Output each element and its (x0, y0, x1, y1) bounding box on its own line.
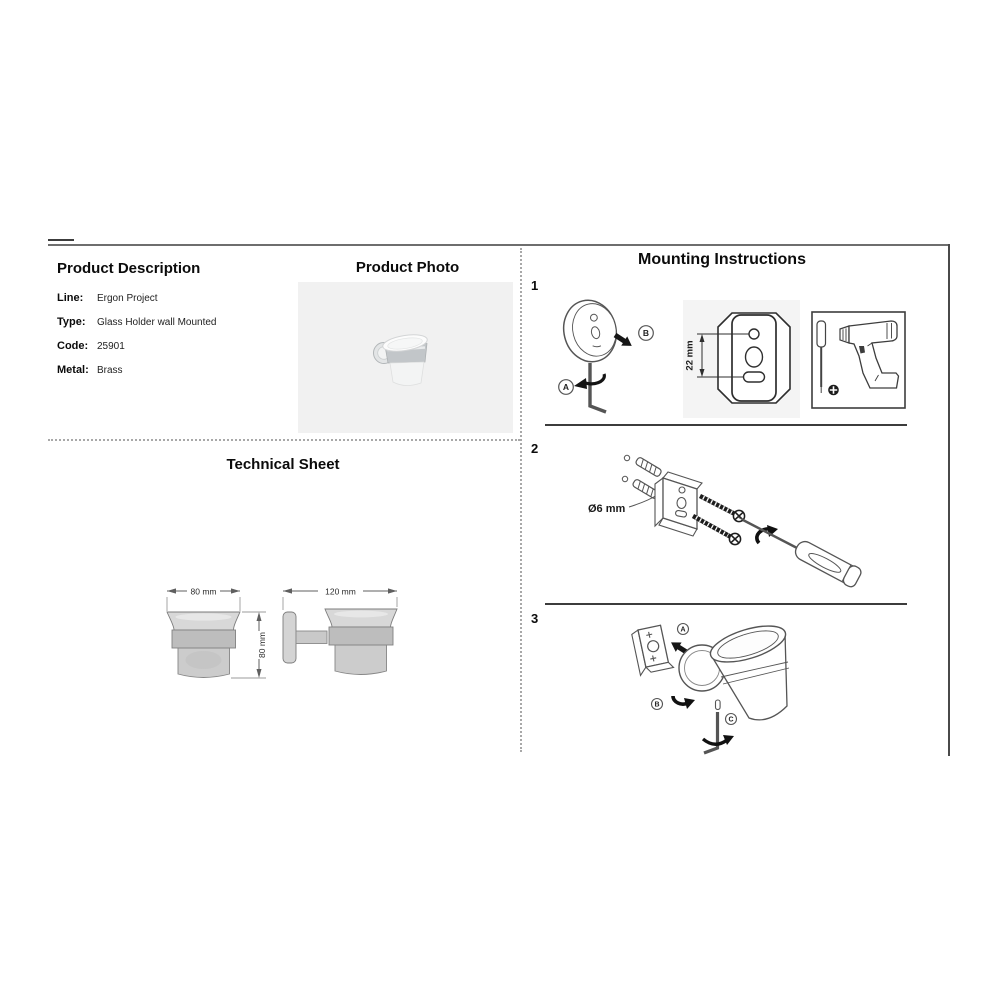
field-label: Line: (57, 292, 84, 304)
wall-plate-icon (631, 624, 674, 675)
hex-key-icon (590, 363, 606, 412)
tools-box (812, 312, 905, 408)
step-3-diagram (545, 608, 940, 758)
phillips-bit-icon (828, 385, 839, 396)
holder-band-front (172, 630, 236, 648)
step-3-label-b: B (654, 701, 660, 709)
rotation-arrow-icon (673, 696, 695, 709)
right-border-rule (948, 244, 950, 756)
step-3-number: 3 (531, 611, 539, 626)
field-value: Glass Holder wall Mounted (97, 317, 217, 328)
drilling-template-icon (683, 300, 800, 418)
template-hole-spacing-dimension: 22 mm (684, 340, 696, 371)
front-view-drawing (167, 587, 267, 679)
step-1-label-b: B (642, 328, 650, 338)
field-value: Ergon Project (97, 293, 158, 304)
side-view-drawing (283, 587, 397, 675)
front-height-dimension: 80 mm (257, 632, 267, 658)
left-section-divider-dotted (48, 439, 520, 441)
scan-artifact-dash (48, 239, 74, 241)
field-row-code (57, 340, 125, 352)
grub-screw-icon (716, 700, 721, 710)
field-value: Brass (97, 365, 123, 376)
step-divider-1 (545, 424, 907, 426)
step-1-number: 1 (531, 278, 539, 293)
mounting-instructions-title: Mounting Instructions (638, 251, 806, 268)
product-description-title: Product Description (57, 260, 201, 277)
glass-holder-photo-art (298, 282, 513, 433)
column-divider-dotted (520, 248, 522, 752)
front-width-dimension: 80 mm (190, 586, 217, 597)
step-divider-2 (545, 603, 907, 605)
step-2-number: 2 (531, 441, 539, 456)
wall-plate-side (283, 612, 296, 663)
backplate-icon (557, 295, 653, 412)
field-label: Type: (57, 316, 86, 328)
field-row-type (57, 316, 217, 328)
glass-holder-icon (679, 619, 790, 720)
cup-body-side (335, 645, 387, 675)
side-depth-dimension: 120 mm (325, 586, 356, 597)
technical-drawing (120, 575, 450, 715)
field-value: 25901 (97, 341, 125, 352)
mounting-bracket-icon (655, 472, 702, 536)
step-1-diagram (545, 276, 940, 422)
holder-arm-side (296, 631, 327, 644)
step-2-diagram (545, 438, 940, 602)
hex-key-icon (704, 712, 718, 753)
screw-icon (693, 496, 745, 545)
field-row-line (57, 292, 158, 304)
step-3-label-a: A (680, 626, 686, 634)
anchor-diameter-dimension: Ø6 mm (588, 503, 626, 515)
technical-sheet-title: Technical Sheet (226, 456, 340, 473)
product-photo-title: Product Photo (355, 259, 460, 276)
field-label: Metal: (57, 364, 89, 376)
field-row-metal (57, 364, 123, 376)
step-1-label-a: A (562, 382, 570, 392)
field-label: Code: (57, 340, 89, 352)
step-3-label-c: C (728, 716, 734, 724)
top-border-rule (48, 244, 950, 246)
holder-band-side (329, 627, 393, 645)
product-photo-image (298, 282, 513, 433)
frosted-glass-cup-icon (390, 362, 424, 386)
screwdriver-icon (738, 517, 863, 589)
